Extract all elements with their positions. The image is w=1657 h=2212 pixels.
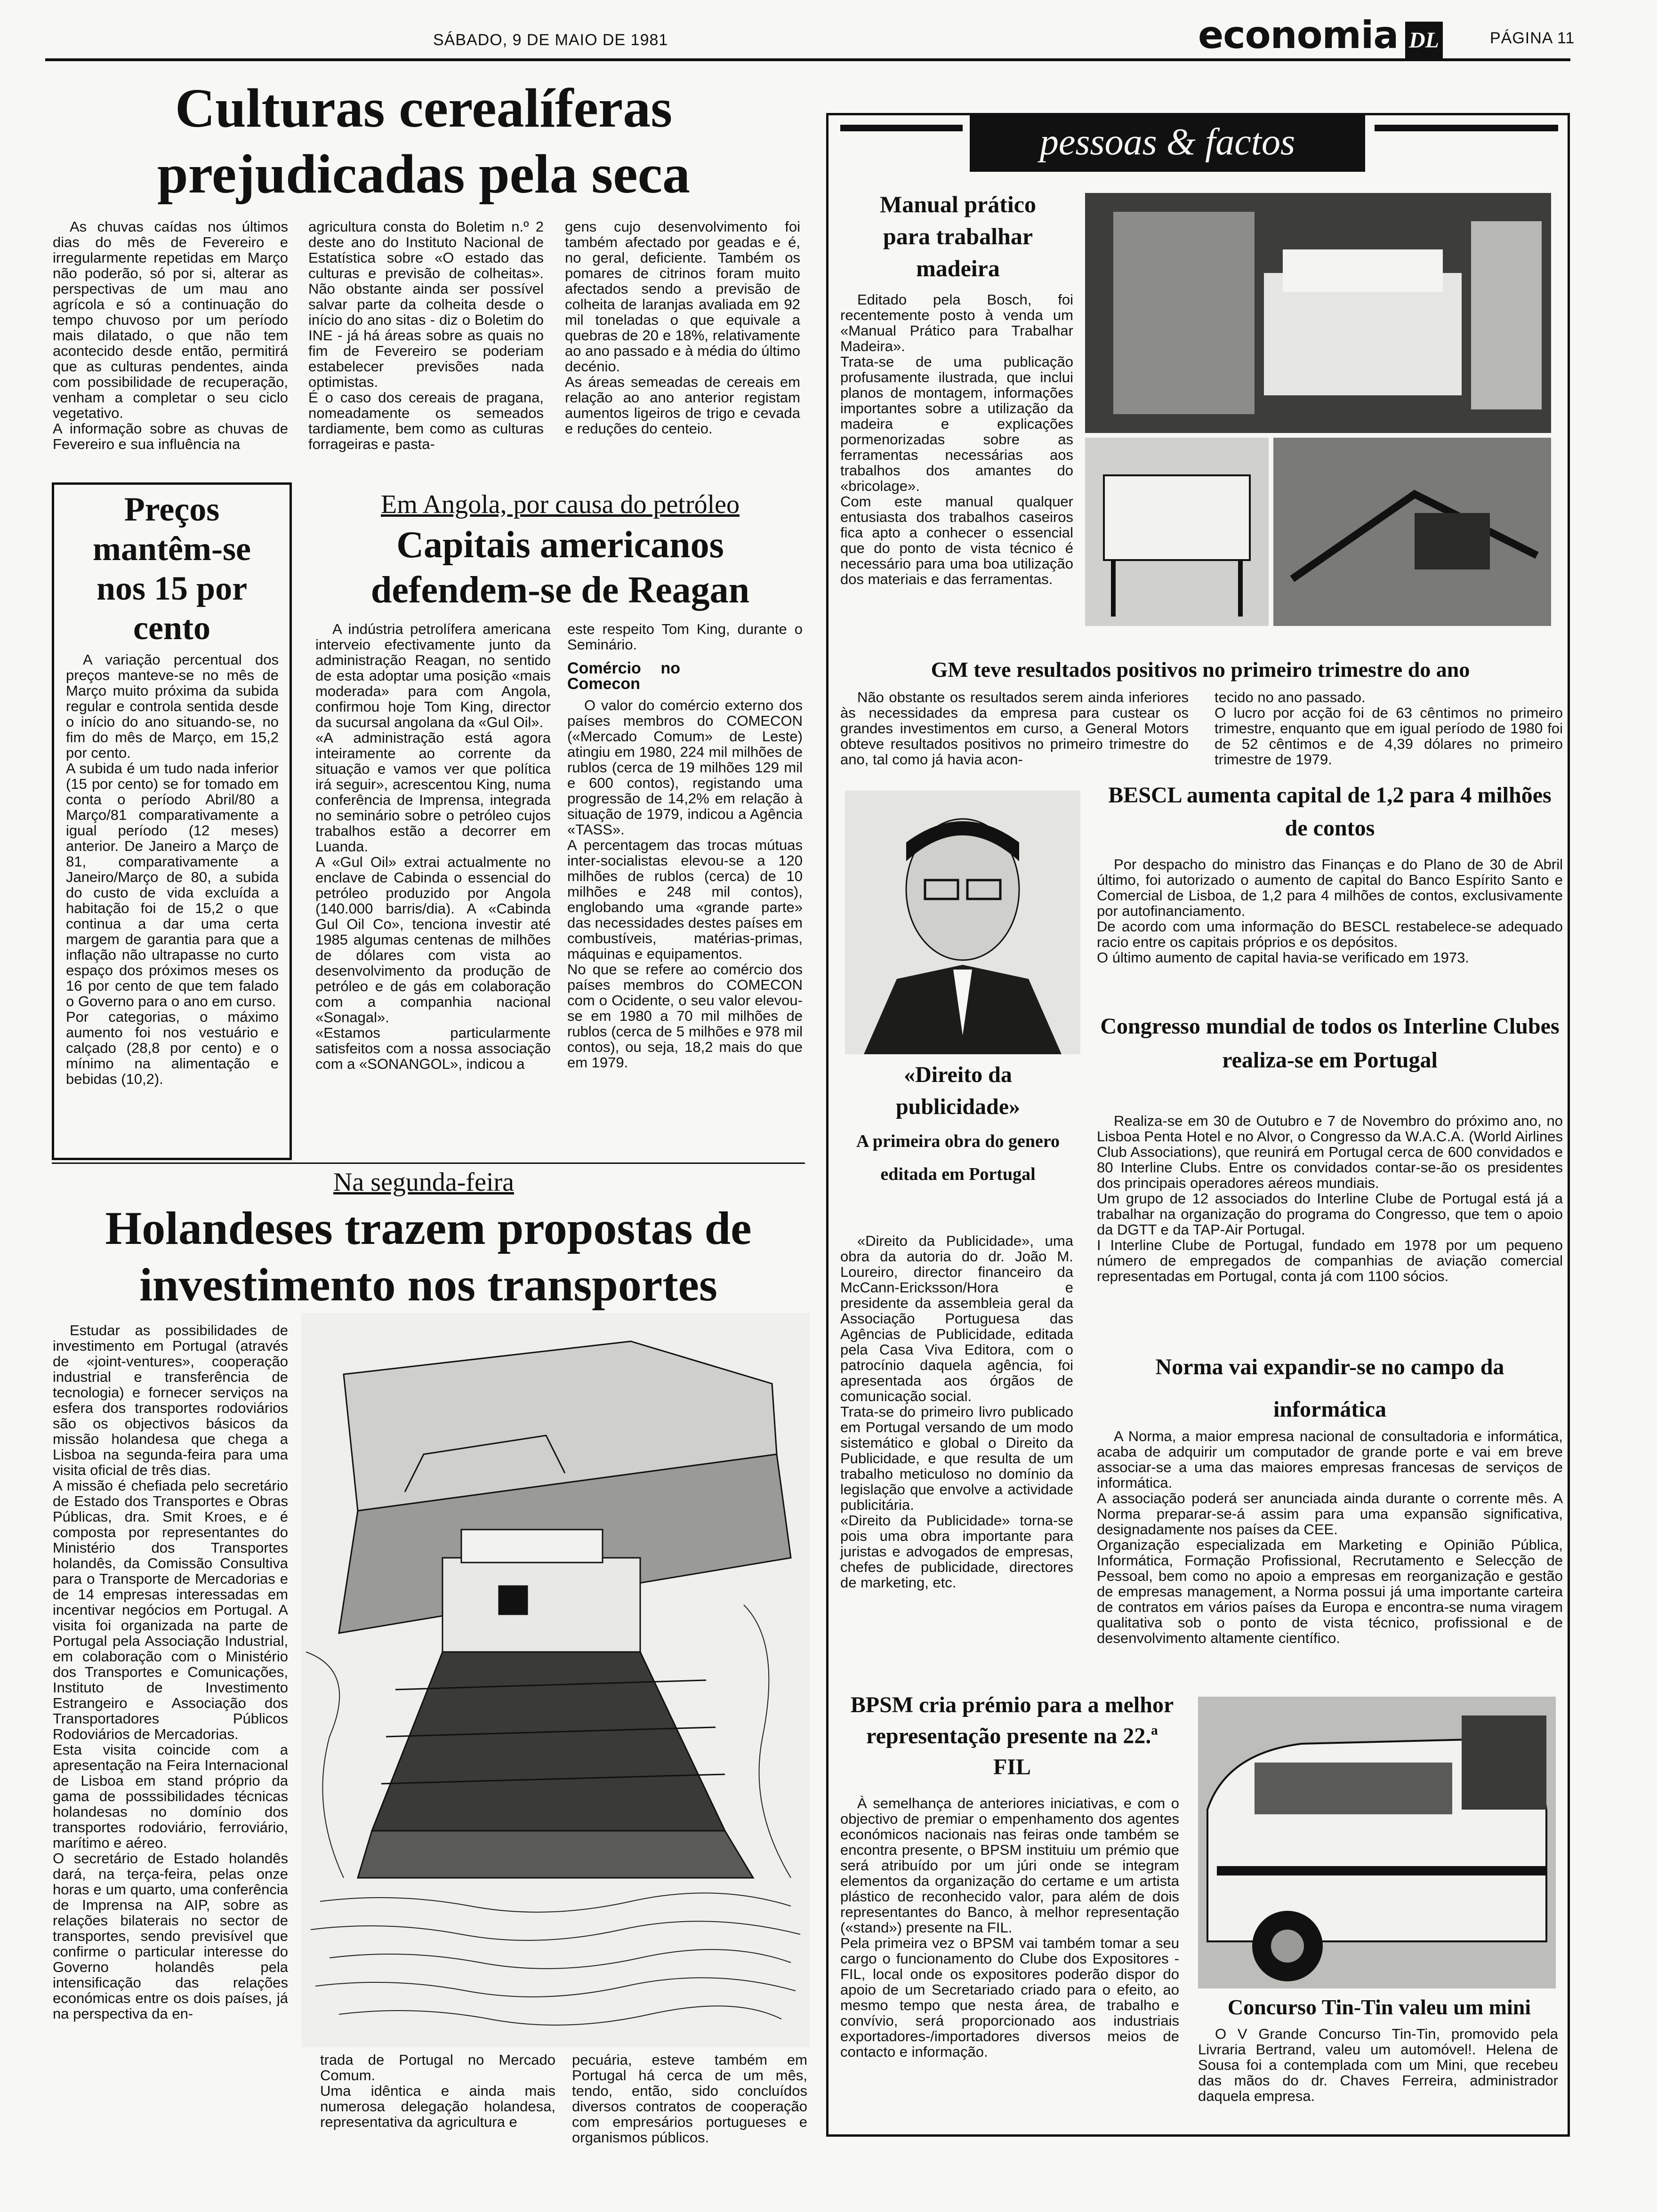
page-number: PÁGINA 11 — [1490, 29, 1575, 47]
angola-divider — [52, 1162, 805, 1164]
cereals-col-3-text: gens cujo desenvolvimento foi também afectado por geadas e é, no geral, deficiente. Também os pomares de citrinos foram muito afectados sendo a previsão de colheita de laranjas avaliada em 92 mil toneladas o que equivale a quebras de 20 e 18%, relativamente ao ano passado e à média do último decénio. As áreas semeadas de cereais em relação ao ano anterior registam aumentos ligeiros de trigo e cevada e reduções do centeio. — [565, 218, 800, 437]
dutch-col-2 — [320, 2052, 555, 2137]
subhead-direito: A primeira obra do genero editada em Portugal — [856, 1131, 1060, 1184]
masthead-rule — [45, 58, 1570, 61]
dutch-col-1-text: Estudar as possibilidades de investimento em Portugal (através de «joint-ventures», cooperação industrial e transferência de tecnologia) e fornecer serviços na esfera dos transportes rodoviários são os objectivos básicos da missão holandesa que chega a Lisboa na segunda-feira para uma visita oficial de três dias. A missão é chefiada pelo secretário de Estado dos Transportes e Obras Públicas, dra. Smit Kroes, e é composta por representantes do Ministério dos Transportes holandês, da Comissão Consultiva para o Transporte de Mercadorias e de 14 empresas interessadas em incentivar negócios em Portugal. A visita foi organizada na parte de Portugal pela Associação Industrial, em colaboração com o Ministério dos Transportes e Comunicações, Instituto de Investimento Estrangeiro e Associação dos Transportadores Públicos Rodoviários de Mercadorias. Esta visita coincide com a apresentação na Feira Internacional de Lisboa em stand próprio da gama de posssibilidades técnicas holandesas no domínio dos transportes rodoviário, ferroviário, marítimo e aéreo. O secretário de Estado holandês dará, na terça-feira, pelas onze horas e um quarto, uma conferência de Imprensa na AIP, sobre as relações bilaterais no sector de transportes, sendo previsível que confirme o particular interesse do Governo holandês pela intensificação das relações económicas entre os dois países, já na perspectiva da en- — [53, 1322, 288, 2022]
manual-body-text: Editado pela Bosch, foi recentemente posto à venda um «Manual Prático para Trabalhar Madeira». Trata-se de uma publicação profusamente ilustrada, que inclui planos de montagem, informações importantes sobre a utilização da madeira e explicações pormenorizadas sobre as ferramentas necessárias aos trabalhos dos amantes do «bricolage». Com este manual qualquer entusiasta dos trabalhos caseiros fica apto a conhecer o essencial que do ponto de vista técnico é necessário para uma boa utilização dos materiais e das ferramentas. — [840, 291, 1073, 587]
mini-car-photo — [1198, 1697, 1556, 1988]
direito-body-text: «Direito da Publicidade», uma obra da autoria do dr. João M. Loureiro, director financeiro da McCann-Ericksson/Hora e presidente da assembleia geral da Associação Portuguesa das Agências de Publicidade, editada pela Casa Viva Editora, com o patrocínio daquela agência, foi apresentada aos órgãos de comunicação social. Trata-se do primeiro livro publicado em Portugal versando de um modo sistemático e global o Direito da Publicidade, e que resulta de um trabalho meticuloso no domínio da legislação que envolve a actividade publicitária. «Direito da Publicidade» torna-se pois uma obra importante para juristas e advogados de empresas, chefes de publicidade, directores de marketing, etc. — [840, 1233, 1073, 1591]
bpsm-body-text: À semelhança de anteriores iniciativas, e com o objectivo de premiar o empenhamento dos agentes económicos nacionais nas feiras onde também se encontra presente, o BPSM instituiu um prémio que será atribuído por um júri onde se integram elementos da organização do certame e um artista plástico de reconhecido valor, para além de dois representantes do Banco, à melhor representação («stand») presente na FIL. Pela primeira vez o BPSM vai também tomar a seu cargo o funcionamento do Clube dos Expositores - FIL, local onde os expositores poderão dispor do apoio de um Secretariado criado para o efeito, ao mesmo tempo que nesta área, de trabalho e convívio, será proporcionado aos industriais exportadores-/importadores diversos meios de contacto e informação. — [840, 1795, 1179, 2060]
banner-pessoas-factos: pessoas & factos — [970, 113, 1365, 172]
banner-rule-left — [840, 125, 963, 131]
barge-illustration — [301, 1313, 810, 2047]
dutch-col-3 — [572, 2052, 807, 2146]
kicker-dutch: Na segunda-feira — [333, 1168, 514, 1197]
furniture-photo-1-image — [1085, 193, 1551, 433]
gm-col-2 — [1215, 689, 1563, 784]
tintin-body — [1198, 2026, 1558, 2125]
cereals-col-1 — [53, 219, 288, 473]
cereals-col-1-text: As chuvas caídas nos últimos dias do mês de Fevereiro e irregularmente repetidas em Março não poderão, só por si, alterar as perspectivas de um mau ano agrícola e só a continuação do tempo chuvoso por um período mais dilatado, o que não tem acontecido desde então, permitirá que as culturas pendentes, ainda com possibilidade de recuperação, venham a completar o seu ciclo vegetativo. A informação sobre as chuvas de Fevereiro e sua influência na — [53, 218, 288, 452]
gm-col-2-text: tecido no ano passado. O lucro por acção foi de 63 cêntimos no primeiro trimestre, enquanto que em igual período de 1980 foi de 52 cêntimos e de 4,39 dólares no primeiro trimestre de 1979. — [1215, 689, 1563, 768]
furniture-photo-3-image — [1273, 438, 1551, 626]
banner-rule-right — [1375, 125, 1558, 131]
prices-body — [66, 652, 279, 1151]
headline-direito: «Direito da publicidade» — [895, 1062, 1021, 1119]
angola-col-1-text: A indústria petrolífera americana interveio efectivamente junto da administração Reagan, no sentido de esta adoptar uma posição «mais moderada» para com Angola, confirmou hoje Tom King, director da sucursal angolana da «Gul Oil». «A administração está agora inteiramente ao corrente da situação e vamos ver que política irá seguir», acrescentou King, numa conferência de Imprensa, integrada no seminário sobre o petróleo cujos trabalhos estão a decorrer em Luanda. A «Gul Oil» extrai actualmente no enclave de Cabinda o essencial do petróleo produzido por Angola (140.000 barris/dia). A «Cabinda Gul Oil Co», tenciona investir até 1985 algumas centenas de milhões de dólares com vista ao desenvolvimento da produção de petróleo e de gás em colaboração com a companhia nacional «Sonagal». «Estamos particularmente satisfeitos com a nossa associação com a «SONANGOL», indicou a — [315, 621, 551, 1072]
headline-tintin: Concurso Tin-Tin valeu um mini — [1227, 1995, 1531, 2019]
barge-drawing — [301, 1313, 810, 2047]
tintin-body-text: O V Grande Concurso Tin-Tin, promovido pela Livraria Bertrand, valeu um automóvel!. Helena de Sousa foi a contemplada com um Mini, que recebeu das mãos do dr. Chaves Ferreira, administrador daquela empresa. — [1198, 2026, 1558, 2104]
furniture-photo-3 — [1273, 438, 1551, 626]
congresso-body — [1097, 1113, 1563, 1339]
angola-col-1 — [315, 621, 551, 1153]
cereals-col-2 — [308, 219, 544, 473]
gm-col-1-text: Não obstante os resultados serem ainda inferiores às necessidades da empresa para custear os grandes investimentos em curso, a General Motors obteve resultados positivos no primeiro trimestre do ano, tal como já havia acon- — [840, 689, 1189, 768]
headline-congresso: Congresso mundial de todos os Interline Clubes realiza-se em Portugal — [1100, 1014, 1560, 1073]
furniture-photo-1 — [1085, 193, 1551, 433]
kicker-angola: Em Angola, por causa do petróleo — [380, 490, 740, 519]
cereals-col-2-text: agricultura consta do Boletim n.º 2 deste ano do Instituto Nacional de Estatística sobre «O estado das culturas e previsão de colheitas». Não obstante ainda ser possível salvar parte da colheita desde o início do ano sitas - diz o Boletim do INE - já há áreas sobre as quais no fim de Fevereiro se poderiam estabelecer previsões nada optimistas. É o caso dos cereais de pragana, nomeadamente os semeados tardiamente, bem como as culturas forrageiras e pasta- — [308, 218, 544, 452]
headline-angola: Capitais americanos defendem-se de Reagan — [370, 524, 750, 611]
angola-col-2-text: O valor do comércio externo dos países membros do COMECON («Mercado Comum» de Leste) atingiu em 1980, 224 mil milhões de rublos (cerca de 19 milhões 129 mil e 600 contos), registando uma progressão de 14,2% em relação à situação de 1979, indicou a Agência «TASS». A percentagem das trocas mútuas inter-socialistas elevou-se a 120 milhões de rublos (cerca) de 10 milhões e 248 mil contos), englobando uma «grande parte» das necessidades destes países em combustíveis, matérias-primas, máquinas e equipamentos. No que se refere ao comércio dos países membros do COMECON com o Ocidente, o seu valor elevou-se em 1980 a 70 mil milhões de rublos (cerca de 5 milhões e 978 mil contos), ou seja, 18,2 mais do que em 1979. — [567, 697, 803, 1071]
bpsm-body — [840, 1795, 1179, 2125]
mini-car-photo-image — [1198, 1697, 1556, 1988]
direito-body — [840, 1233, 1073, 1657]
dutch-col-2-text: trada de Portugal no Mercado Comum. Uma idêntica e ainda mais numerosa delegação holandesa, representativa da agricultura e — [320, 2052, 555, 2130]
dutch-col-3-text: pecuária, esteve também em Portugal há cerca de um mês, tendo, então, sido concluídos diversos contratos de cooperação com empresários portugueses e organismos públicos. — [572, 2052, 807, 2146]
headline-norma: Norma vai expandir-se no campo da informática — [1155, 1354, 1504, 1422]
furniture-photo-2 — [1085, 438, 1269, 626]
dutch-col-1 — [53, 1322, 288, 2137]
page-date: SÁBADO, 9 DE MAIO DE 1981 — [433, 31, 668, 49]
angola-col-2 — [567, 621, 803, 1153]
norma-body-text: A Norma, a maior empresa nacional de consultadoria e informática, acaba de adquirir um computador de grande porte e vai em breve associar-se a uma das maiores empresas francesas de serviços de informática. A associação poderá ser anunciada ainda durante o corrente mês. A Norma preparar-se-á assim para uma expansão significativa, designadamente nos países da CEE. Organização especializada em Marketing e Opinião Pública, Informática, Formação Profissional, Recrutamento e Selecção de Pessoal, bem como no apoio a empresas em reorganização e gestão de empresas management, a Norma possui já uma importante carteira de contratos em vários países da Europa e encontra-se numa viragem qualitativa sob o ponto de vista técnico, profissional e de desenvolvimento altamente científico. — [1097, 1428, 1563, 1646]
manual-body — [840, 292, 1073, 635]
besc-body — [1097, 857, 1563, 988]
angola-col-2-lead: este respeito Tom King, durante o Seminário. — [567, 621, 803, 653]
newspaper-logo: DL — [1405, 22, 1443, 59]
cereals-col-3 — [565, 219, 800, 473]
headline-manual: Manual prático para trabalhar madeira — [880, 191, 1036, 281]
portrait-photo-image — [845, 791, 1080, 1054]
headline-bpsm: BPSM cria prémio para a melhor representação presente na 22.ª FIL — [850, 1692, 1174, 1779]
headline-prices: Preços mantêm-se nos 15 por cento — [93, 490, 251, 647]
angola-subhead: Comércio no Comecon — [567, 659, 680, 693]
norma-body — [1097, 1428, 1563, 1692]
headline-dutch: Holandeses trazem propostas de investimento nos transportes — [105, 1202, 752, 1311]
furniture-photo-2-image — [1085, 438, 1269, 626]
headline-gm: GM teve resultados positivos no primeiro trimestre do ano — [931, 657, 1470, 681]
congresso-body-text: Realiza-se em 30 de Outubro e 7 de Novembro do próximo ano, no Lisboa Penta Hotel e no Alvor, o Congresso da W.A.C.A. (World Airlines Club Associations), que reunirá em Portugal cerca de 600 convidados e 80 Interline Clubs. Entre os convidados contar-se-ão os presidentes dos principais operadores aéreos mundiais. Um grupo de 12 associados do Interline Clube de Portugal está já a trabalhar na organização do programa do Congresso, que tem o apoio da DGTT e da TAP-Air Portugal. I Interline Clube de Portugal, fundado em 1978 por um pequeno número de empregados de companhias de aviação comercial representadas em Portugal, conta já com 1100 sócios. — [1097, 1113, 1563, 1284]
besc-body-text: Por despacho do ministro das Finanças e do Plano de 30 de Abril último, foi autorizado o aumento de capital do Banco Espírito Santo e Comercial de Lisboa, de 1,2 para 4 milhões de contos, exclusivamente por autofinanciamento. De acordo com uma informação do BESCL restabelece-se adequado racio entre os capitais próprios e os depósitos. O último aumento de capital havia-se verificado em 1973. — [1097, 856, 1563, 966]
headline-cereals: Culturas cerealíferas prejudicadas pela seca — [157, 77, 690, 205]
gm-col-1 — [840, 689, 1189, 784]
headline-besc: BESCL aumenta capital de 1,2 para 4 milhões de contos — [1108, 783, 1552, 841]
portrait-photo — [845, 791, 1080, 1054]
prices-body-text: A variação percentual dos preços manteve-se no mês de Março muito próxima da subida regular e controla sentida desde o início do ano situando-se, no fim do mês de Março, em 15,2 por cento. A subida é um tudo nada inferior (15 por cento) se for tomado em conta o período Abril/80 a Março/81 comparativamente a igual período (12 meses) anterior. De Janeiro a Março de 81, comparativamente a Janeiro/Março de 80, a subida do custo de vida excluída a habitação foi de 15,2 o que continua a dar uma certa margem de garantia para que a inflação não ultrapasse no curto espaço dos próximos meses os 16 por cento de que tem falado o Governo para o ano em curso. Por categorias, o máximo aumento foi nos vestuário e calçado (28,8 por cento) e o mínimo na alimentação e bebidas (10,2). — [66, 651, 279, 1087]
section-name: economia — [1198, 13, 1399, 57]
